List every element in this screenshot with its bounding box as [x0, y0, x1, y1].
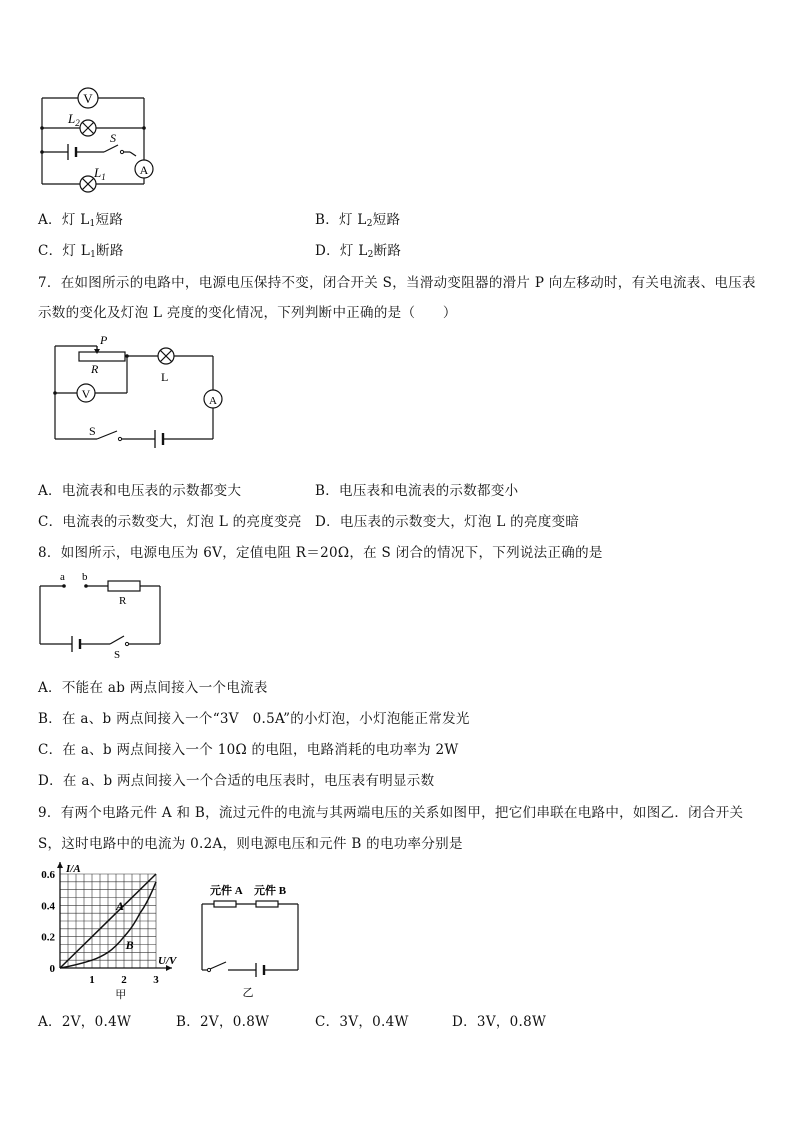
voltmeter-symbol — [77, 384, 95, 402]
voltmeter-symbol — [78, 88, 98, 108]
q7-option-b[interactable]: B．电压表和电流表的示数都变小 — [315, 483, 519, 499]
y-tick-label: 0.6 — [41, 869, 55, 881]
ammeter-symbol — [130, 152, 153, 178]
q9-option-b[interactable]: B．2V，0.8W — [176, 1014, 270, 1030]
q6-option-c[interactable]: C．灯 $L_1$断路 — [38, 243, 124, 260]
q6-v-label: V — [83, 91, 93, 106]
q9-series-circuit-diagram — [196, 880, 306, 998]
svg-text:元件 A: 元件 A — [210, 885, 243, 897]
q8-option-c[interactable]: C．在 a、b 两点间接入一个 10Ω 的电阻，电路消耗的电功率为 2W — [38, 742, 459, 758]
q7-stem-line1: 7．在如图所示的电路中，电源电压保持不变，闭合开关 S，当滑动变阻器的滑片 P 向左移动时，有关电流表、电压表 — [38, 275, 756, 291]
y-axis-arrow — [57, 862, 63, 868]
svg-text:P: P — [100, 333, 108, 347]
q6-option-d[interactable]: D．灯 $L_2$断路 — [315, 243, 402, 260]
svg-text:A: A — [209, 395, 217, 407]
q6-switch-label: S — [110, 131, 116, 145]
q7-circuit-diagram — [45, 334, 230, 446]
svg-text:S: S — [114, 649, 121, 661]
series-label-b: B — [125, 938, 134, 953]
series-label-a: A — [116, 899, 125, 914]
x-tick-label: 2 — [121, 974, 127, 986]
q7-switch-label: S — [89, 424, 96, 438]
svg-text:L: L — [161, 370, 169, 384]
x-tick-label: 1 — [89, 974, 95, 986]
y-tick-label: 0 — [49, 963, 55, 975]
lamp-l-symbol — [158, 348, 174, 384]
q9-option-d[interactable]: D．3V，0.8W — [452, 1014, 547, 1030]
q8-circuit-diagram — [36, 572, 166, 660]
q9-iu-chart — [30, 858, 190, 1002]
svg-text:元件 B: 元件 B — [254, 885, 287, 897]
x-tick-label: 3 — [153, 974, 159, 986]
svg-text:乙: 乙 — [242, 987, 254, 999]
ammeter-symbol — [204, 390, 222, 408]
q9-option-a[interactable]: A．2V，0.4W — [38, 1014, 132, 1030]
lamp-l2-symbol — [67, 111, 96, 136]
q7-option-a[interactable]: A．电流表和电压表的示数都变大 — [38, 483, 242, 499]
svg-text:V: V — [81, 387, 91, 401]
y-tick-label: 0.2 — [41, 931, 55, 944]
q8-stem-line1: 8．如图所示，电源电压为 6V，定值电阻 R＝20Ω，在 S 闭合的情况下，下列说法正确的是 — [38, 545, 603, 561]
svg-text:b: b — [82, 571, 88, 583]
q6-circuit-diagram — [30, 84, 160, 192]
q9-option-c[interactable]: C．3V，0.4W — [315, 1014, 409, 1030]
q8-option-d[interactable]: D．在 a、b 两点间接入一个合适的电压表时，电压表有明显示数 — [38, 773, 435, 789]
q8-option-b[interactable]: B．在 a、b 两点间接入一个“3V 0.5A”的小灯泡，小灯泡能正常发光 — [38, 711, 470, 727]
chart-caption: 甲 — [115, 989, 127, 1001]
svg-text:L1: $L_1$ — [94, 165, 106, 182]
q7-stem-line2: 示数的变化及灯泡 L 亮度的变化情况，下列判断中正确的是（ ） — [38, 305, 457, 321]
q7-option-d[interactable]: D．电压表的示数变大，灯泡 L 的亮度变暗 — [315, 514, 580, 530]
svg-text:R: R — [91, 362, 99, 376]
q6-option-b[interactable]: B．灯 $L_2$短路 — [315, 212, 401, 229]
x-axis-label: U/V — [158, 955, 177, 967]
q6-option-a[interactable]: A．灯 $L_1$短路 — [38, 212, 124, 229]
svg-text:R: R — [119, 595, 127, 607]
q8-option-a[interactable]: A．不能在 ab 两点间接入一个电流表 — [38, 680, 268, 696]
q9-stem-line2: S，这时电路中的电流为 0.2A，则电源电压和元件 B 的电功率分别是 — [38, 836, 463, 852]
svg-text:a: a — [60, 571, 65, 583]
q9-stem-line1: 9．有两个电路元件 A 和 B，流过元件的电流与其两端电压的关系如图甲，把它们串联在电路中，如图乙．闭合开关 — [38, 805, 744, 821]
y-axis-label: I/A — [66, 863, 81, 875]
svg-text:L2: $L_2$ — [68, 111, 80, 128]
y-tick-label: 0.4 — [41, 900, 55, 913]
svg-text:A: A — [139, 163, 149, 177]
q7-option-c[interactable]: C．电流表的示数变大，灯泡 L 的亮度变亮 — [38, 514, 302, 530]
lamp-l1-symbol — [80, 165, 106, 192]
